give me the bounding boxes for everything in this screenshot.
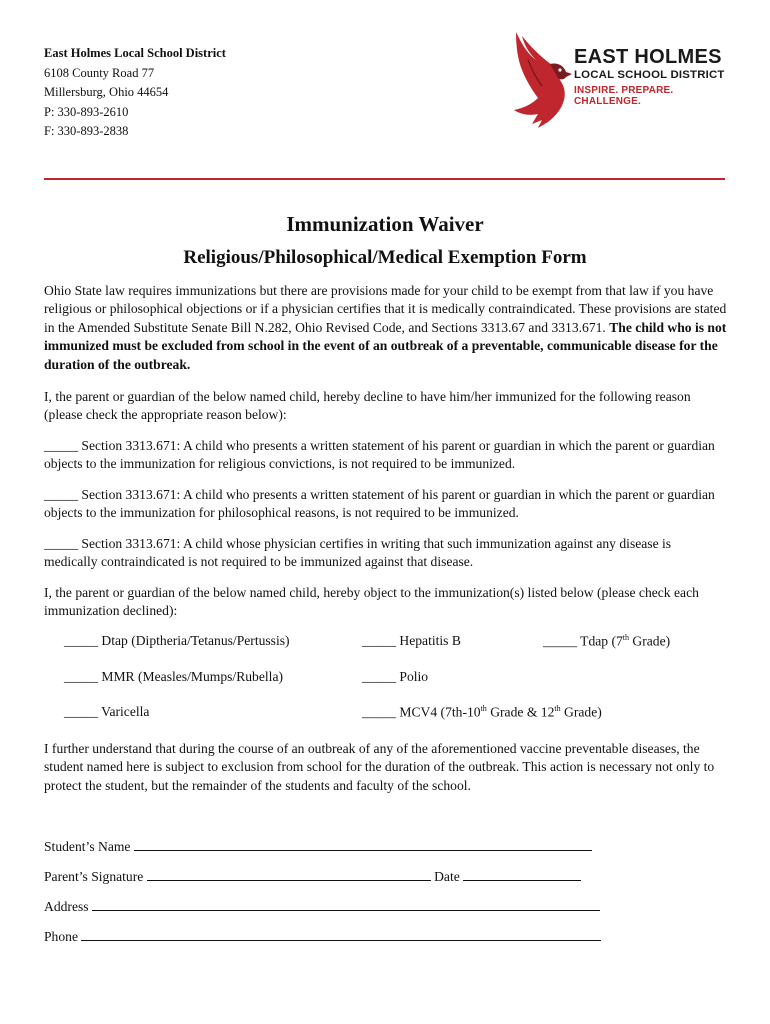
fax-number: F: 330-893-2838	[44, 124, 129, 138]
logo-tagline: INSPIRE. PREPARE. CHALLENGE.	[574, 85, 674, 107]
object-statement: I, the parent or guardian of the below named child, hereby object to the immunization(s) listed below (please check each immunization declined):	[44, 585, 699, 619]
understanding-paragraph: I further understand that during the course of an outbreak of any of the aforementioned vaccine preventable diseases, the student named here is subject to exclusion from school for the duration of the outbreak. This action is necessary not only to protect the student, but the remainder of the students and faculty of the school.	[44, 741, 715, 793]
address-row	[44, 898, 600, 915]
district-logo	[508, 30, 738, 130]
immunization-varicella[interactable]: _____ Varicella	[64, 704, 150, 719]
phone-label: Phone	[44, 929, 78, 944]
immunization-polio[interactable]: _____ Polio	[362, 669, 429, 684]
student-name-label: Student’s Name	[44, 839, 131, 854]
parent-signature-row	[44, 868, 581, 885]
hawk-icon	[508, 30, 574, 130]
date-field[interactable]	[463, 868, 581, 881]
phone-row	[44, 928, 601, 945]
tdap-label-end: Grade)	[629, 633, 671, 649]
immunization-mmr[interactable]: _____ MMR (Measles/Mumps/Rubella)	[64, 669, 284, 684]
tdap-superscript: th	[622, 633, 630, 642]
form-subtitle: Religious/Philosophical/Medical Exemption Form	[183, 247, 587, 268]
address-line-1: 6108 County Road 77	[44, 65, 155, 80]
mcv4-label: _____ MCV4 (7th-10	[362, 704, 481, 720]
tdap-label: _____ Tdap (7	[543, 633, 623, 649]
mcv4-superscript-2: th	[554, 704, 561, 713]
intro-bold-text: The child who is not immunized must be excluded from school in the event of an outbreak of a preventable, communicable disease for the duration of the outbreak.	[44, 319, 727, 372]
district-address-block	[44, 44, 226, 142]
intro-paragraph	[44, 282, 728, 374]
immunization-mcv4[interactable]	[362, 704, 602, 721]
address-label: Address	[44, 899, 89, 914]
logo-subtitle: LOCAL SCHOOL DISTRICT	[574, 69, 725, 81]
phone-number: P: 330-893-2610	[44, 104, 129, 119]
student-name-field[interactable]	[134, 838, 592, 851]
address-line-2: Millersburg, Ohio 44654	[44, 85, 169, 99]
mcv4-label-mid: Grade & 12	[486, 704, 555, 720]
reason-philosophical[interactable]: _____ Section 3313.671: A child who presents a written statement of his parent or guardian in which the parent or guardian objects to the immunization for philosophical reasons, is not required to be immunized.	[44, 487, 715, 521]
phone-field[interactable]	[81, 928, 601, 941]
district-name: East Holmes Local School District	[44, 46, 226, 60]
mcv4-superscript-1: th	[480, 704, 487, 713]
mcv4-label-end: Grade)	[560, 704, 602, 720]
reason-medical[interactable]: _____ Section 3313.671: A child whose physician certifies in writing that such immunization against any disease is medically contraindicated is not required to be immunized against that disease.	[44, 536, 672, 570]
parent-signature-label: Parent’s Signature	[44, 869, 144, 884]
address-field[interactable]	[92, 898, 600, 911]
date-label: Date	[434, 869, 460, 884]
immunization-dtap[interactable]: _____ Dtap (Diptheria/Tetanus/Pertussis)	[64, 633, 290, 648]
header-divider	[44, 178, 725, 180]
parent-signature-field[interactable]	[147, 868, 431, 881]
immunization-hepatitis-b[interactable]: _____ Hepatitis B	[362, 633, 461, 648]
logo-title: EAST HOLMES	[574, 46, 722, 68]
decline-statement: I, the parent or guardian of the below named child, hereby decline to have him/her immunized for the following reason (please check the appropriate reason below):	[44, 389, 691, 423]
intro-text: Ohio State law requires immunizations but there are provisions made for your child to be exempt from that law if you have religious or philosophical objections or if a physician certifies that it is medically contraindicated. These provisions are stated in the Amended Substitute Senate Bill N.282, Ohio Revised Code, and Sections 3313.67 and 3313.671.	[44, 283, 727, 335]
student-name-row	[44, 838, 592, 855]
immunization-tdap[interactable]	[543, 633, 670, 650]
reason-religious[interactable]: _____ Section 3313.671: A child who presents a written statement of his parent or guardian in which the parent or guardian objects to the immunization for religious convictions, is not required to be immunized.	[44, 438, 715, 472]
form-title: Immunization Waiver	[286, 212, 484, 236]
